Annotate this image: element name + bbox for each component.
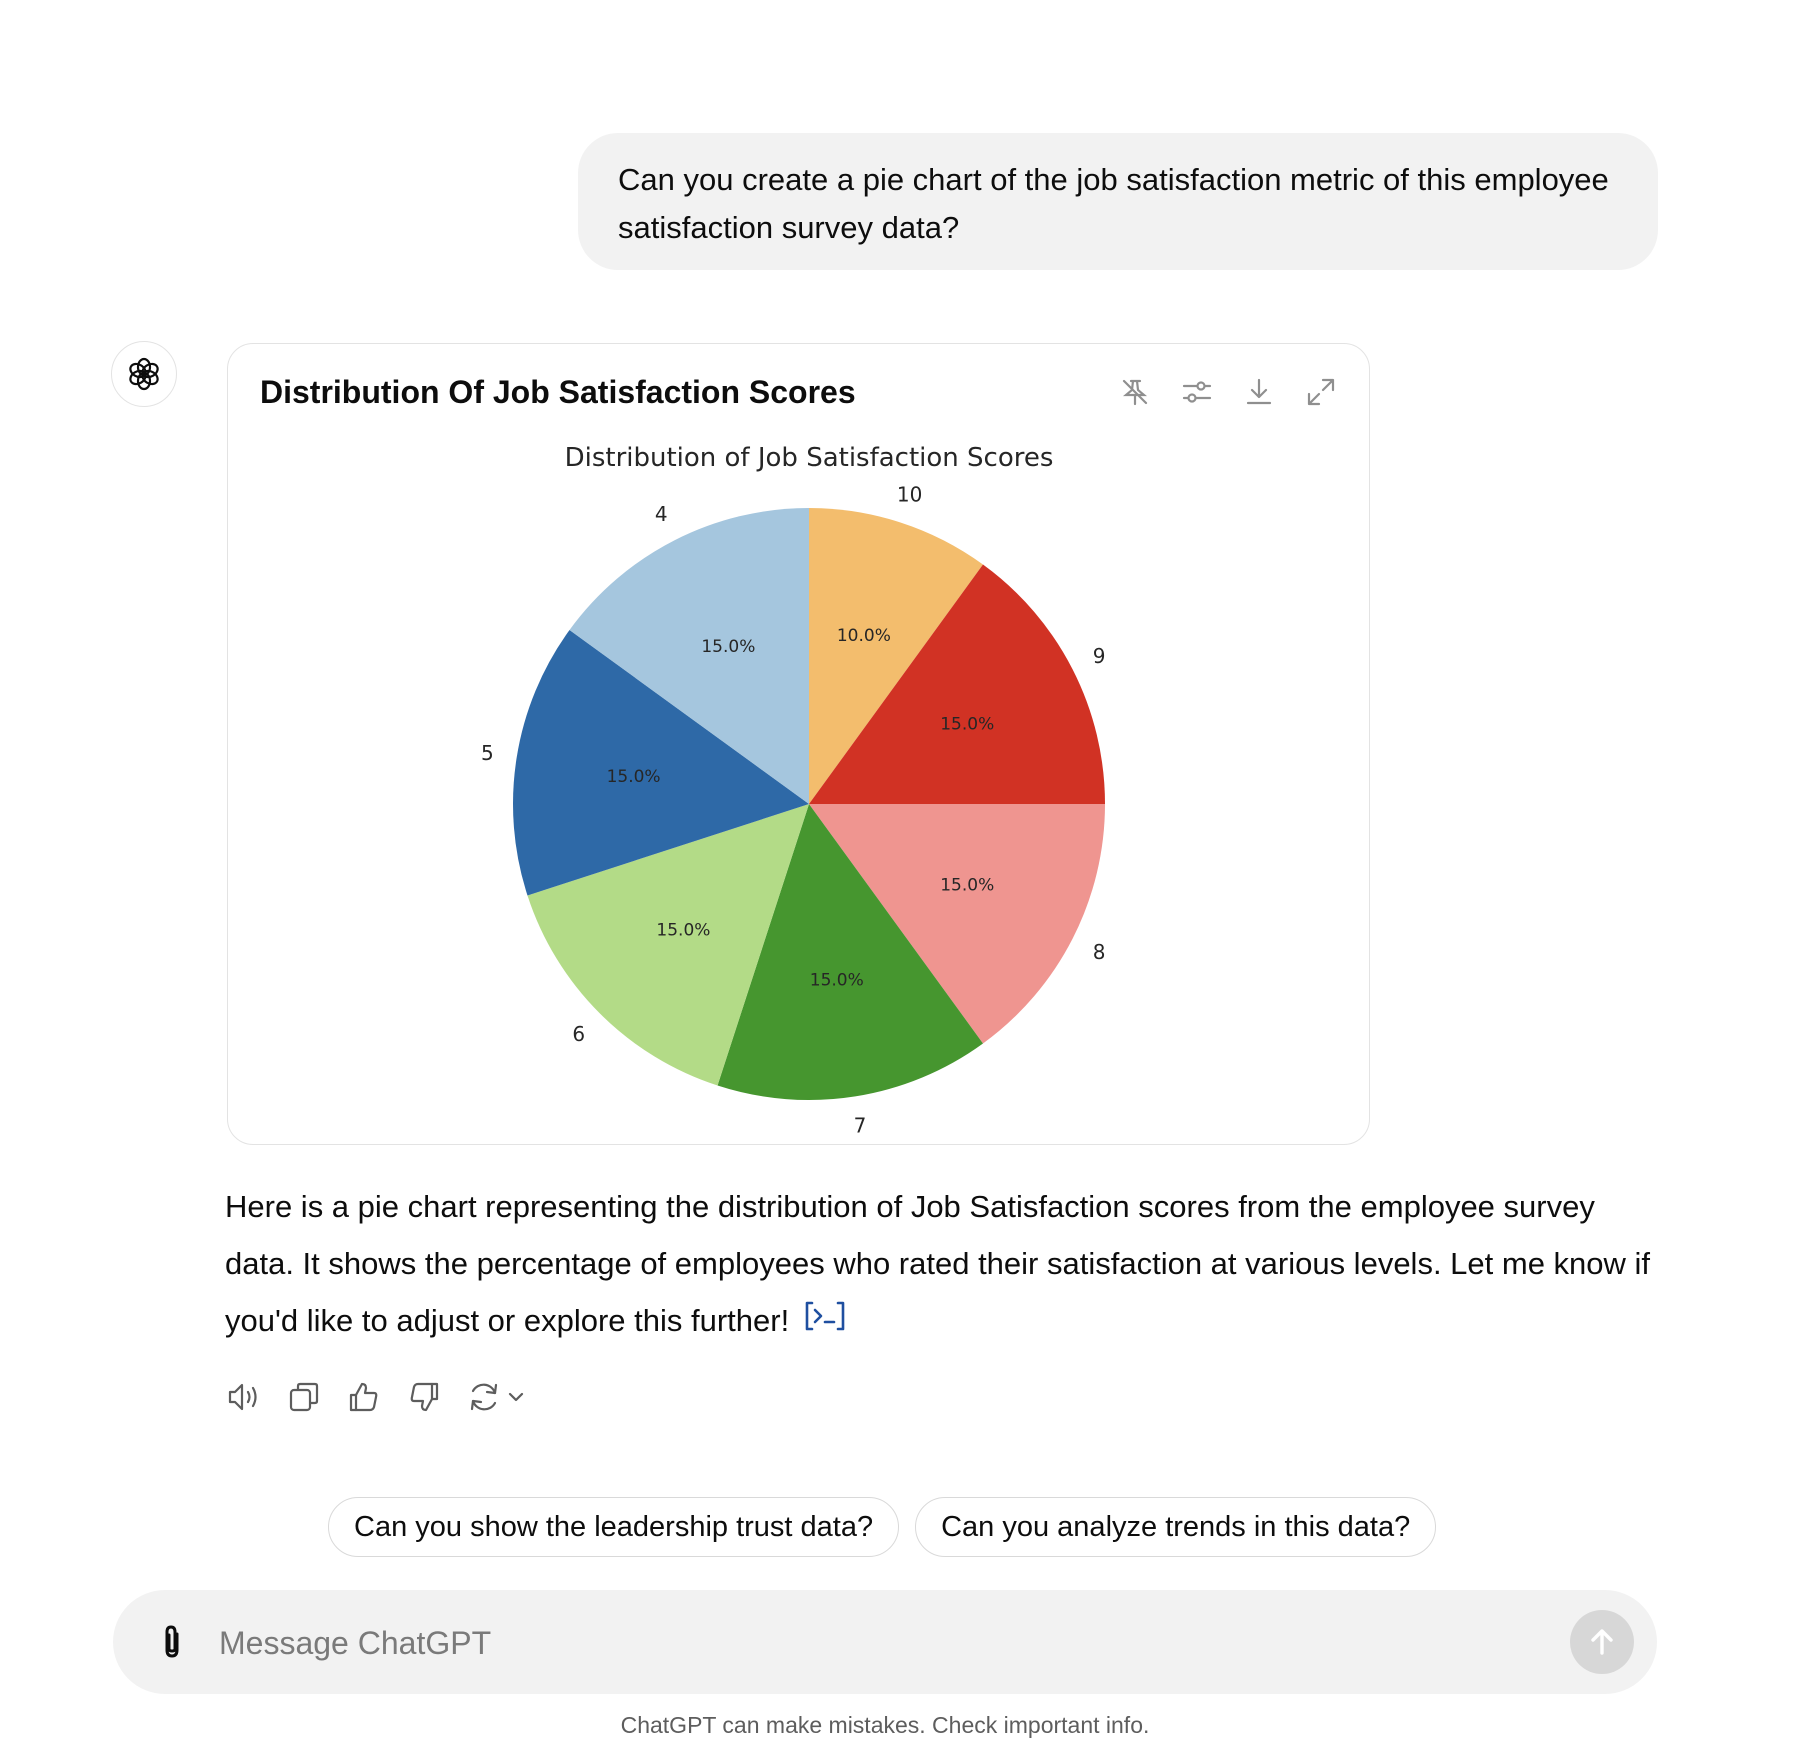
read-aloud-button[interactable] (225, 1378, 263, 1416)
read-aloud-icon (225, 1378, 263, 1416)
thumbs-up-button[interactable] (345, 1378, 383, 1416)
pie-category-label: 4 (654, 501, 668, 526)
pie-pct-label: 15.0% (606, 767, 661, 788)
message-composer (113, 1590, 1657, 1694)
regenerate-icon (465, 1378, 503, 1416)
pie-chart-title: Distribution of Job Satisfaction Scores (564, 443, 1054, 473)
assistant-message-text: Here is a pie chart representing the distribution of Job Satisfaction scores from the employee survey data. It shows the percentage of employees who rated their satisfaction at various levels. Let me know if you'd like to adjust or explore this further! (225, 1189, 1651, 1338)
openai-logo-icon (126, 356, 162, 392)
pie-chart (228, 344, 1368, 1144)
pie-category-label: 6 (572, 1022, 586, 1047)
attach-button[interactable] (151, 1620, 195, 1664)
pie-category-label: 10 (896, 482, 923, 507)
thumbs-up-icon (345, 1378, 383, 1416)
pie-pct-label: 15.0% (701, 636, 756, 657)
pie-pct-label: 15.0% (940, 875, 995, 896)
view-analysis-button[interactable] (804, 1294, 846, 1351)
message-actions (225, 1378, 527, 1416)
chevron-down-icon (505, 1386, 527, 1408)
pie-pct-label: 10.0% (836, 626, 891, 647)
disclaimer-text: ChatGPT can make mistakes. Check important info. (620, 1712, 1150, 1738)
suggestion-chip[interactable]: Can you analyze trends in this data? (915, 1497, 1436, 1557)
copy-icon (285, 1378, 323, 1416)
suggestion-chips (328, 1497, 1436, 1557)
message-input[interactable] (217, 1616, 1521, 1670)
pie-category-label: 8 (1092, 939, 1106, 964)
regenerate-button[interactable] (465, 1378, 527, 1416)
pie-pct-label: 15.0% (656, 920, 711, 941)
suggestion-chip[interactable]: Can you show the leadership trust data? (328, 1497, 899, 1557)
thumbs-down-button[interactable] (405, 1378, 443, 1416)
arrow-up-icon (1585, 1625, 1619, 1659)
pie-category-label: 9 (1092, 644, 1106, 669)
copy-button[interactable] (285, 1378, 323, 1416)
code-brackets-icon (804, 1299, 846, 1333)
user-message-text: Can you create a pie chart of the job satisfaction metric of this employee satisfaction survey data? (618, 162, 1609, 245)
pie-pct-label: 15.0% (809, 970, 864, 991)
assistant-avatar (111, 341, 177, 407)
user-message-bubble (578, 133, 1658, 270)
pie-category-label: 7 (853, 1113, 867, 1138)
paperclip-icon (153, 1622, 193, 1662)
thumbs-down-icon (405, 1378, 443, 1416)
pie-category-label: 5 (481, 741, 494, 766)
send-button[interactable] (1570, 1610, 1634, 1674)
chart-card (227, 343, 1370, 1145)
pie-pct-label: 15.0% (940, 714, 995, 735)
assistant-message (225, 1178, 1665, 1351)
chart-card-title: Distribution Of Job Satisfaction Scores (260, 374, 856, 410)
